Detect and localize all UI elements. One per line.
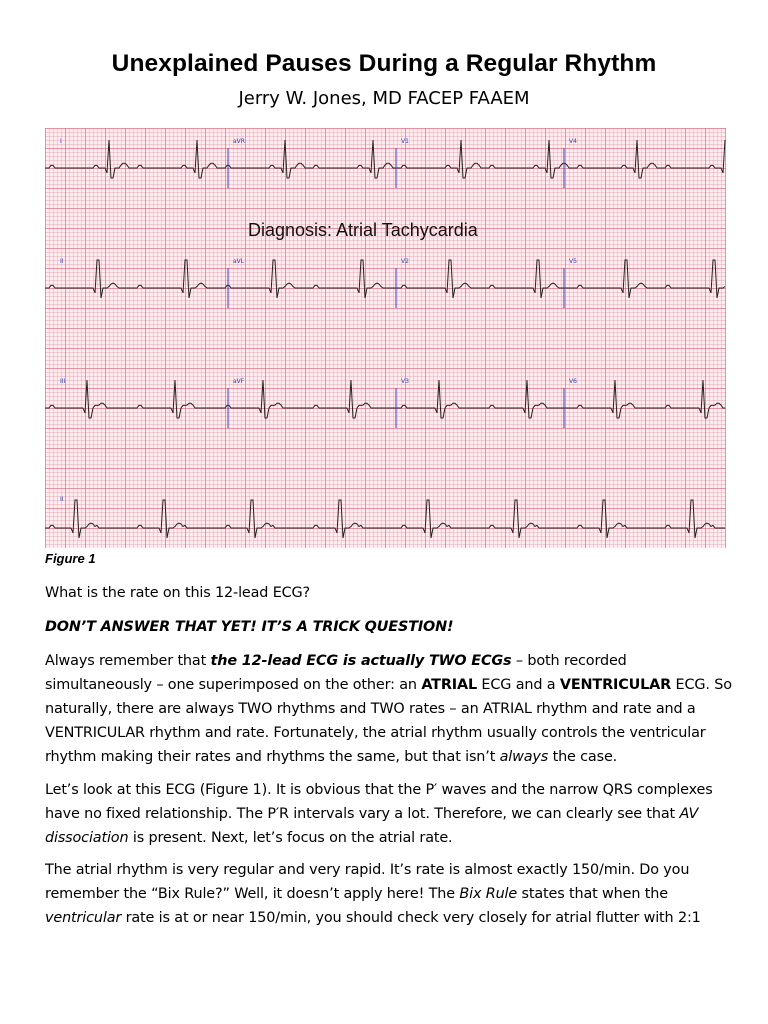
paragraph-text: What is the rate on this 12-lead ECG?: [45, 585, 311, 601]
lead-label: aVR: [233, 138, 245, 145]
paragraph-text: [45, 858, 735, 930]
text-span: states that when the: [517, 886, 668, 902]
text-span-italic: ventricular: [45, 910, 122, 926]
lead-label: II: [60, 496, 64, 503]
ecg-trace-line: [45, 500, 725, 538]
lead-label: III: [60, 378, 66, 385]
text-span: the case.: [548, 749, 618, 765]
text-span: is present. Next, let’s focus on the atrial rate.: [128, 830, 453, 846]
text-span-italic: always: [499, 749, 549, 765]
lead-label: I: [60, 138, 62, 145]
lead-label: aVF: [233, 378, 245, 385]
text-span-italic: Bix Rule: [459, 886, 518, 902]
lead-label: V3: [401, 378, 409, 385]
figure-caption: Figure 1: [45, 551, 96, 566]
paragraph-emphasis: [45, 615, 735, 639]
text-span: – both recorded simultaneously – one superimposed on the other: an: [45, 653, 627, 693]
paragraph: [45, 581, 735, 605]
text-span: Always remember that: [45, 653, 211, 669]
text-span: The atrial rhythm is very regular and very rapid. It’s rate is almost exactly 150/min. Do you remember the “Bix Rule?” Well, it doesn’t apply here! The: [45, 862, 690, 902]
text-span: ECG. So naturally, there are always TWO rhythms and TWO rates – an ATRIAL rhythm and rate and a VENTRICULAR rhythm and rate. Fortunately, the atrial rhythm usually controls the ventricular rhythm making their rates and rhythms the same, but that isn’t: [45, 677, 732, 765]
diagnosis-label: Diagnosis: Atrial Tachycardia: [248, 220, 478, 240]
text-span-bold: ATRIAL: [421, 677, 477, 693]
paragraph-text: DON’T ANSWER THAT YET! IT’S A TRICK QUESTION!: [45, 619, 454, 635]
lead-label: V2: [401, 258, 409, 265]
ecg-trace-line: [45, 140, 725, 178]
lead-label: V5: [569, 258, 577, 265]
text-span-bold-italic: the 12-lead ECG is actually TWO ECGs: [210, 653, 512, 669]
document-author: Jerry W. Jones, MD FACEP FAAEM: [238, 88, 530, 109]
text-span: rate is at or near 150/min, you should check very closely for atrial flutter with 2:1: [121, 910, 701, 926]
ecg-trace-line: [45, 380, 725, 418]
paragraph: [45, 858, 735, 930]
text-span: Let’s look at this ECG (Figure 1). It is obvious that the P′ waves and the narrow QRS complexes have no fixed relationship. The P′R intervals vary a lot. Therefore, we can clearly see that: [45, 782, 713, 822]
paragraph-text: [45, 649, 735, 769]
document-title: Unexplained Pauses During a Regular Rhythm: [111, 50, 657, 77]
text-span-bold: VENTRICULAR: [559, 677, 672, 693]
lead-label: V1: [401, 138, 409, 145]
text-span-italic: AV dissociation: [45, 806, 699, 846]
lead-label: V4: [569, 138, 577, 145]
lead-label: V6: [569, 378, 577, 385]
lead-label: II: [60, 258, 64, 265]
paragraph: [45, 649, 735, 769]
paragraph-text: [45, 778, 735, 850]
ecg-trace-line: [45, 260, 725, 298]
ecg-tracing: [45, 128, 726, 548]
text-span: ECG and a: [477, 677, 560, 693]
ecg-figure: [45, 128, 726, 548]
lead-label: aVL: [233, 258, 245, 265]
paragraph: [45, 778, 735, 850]
